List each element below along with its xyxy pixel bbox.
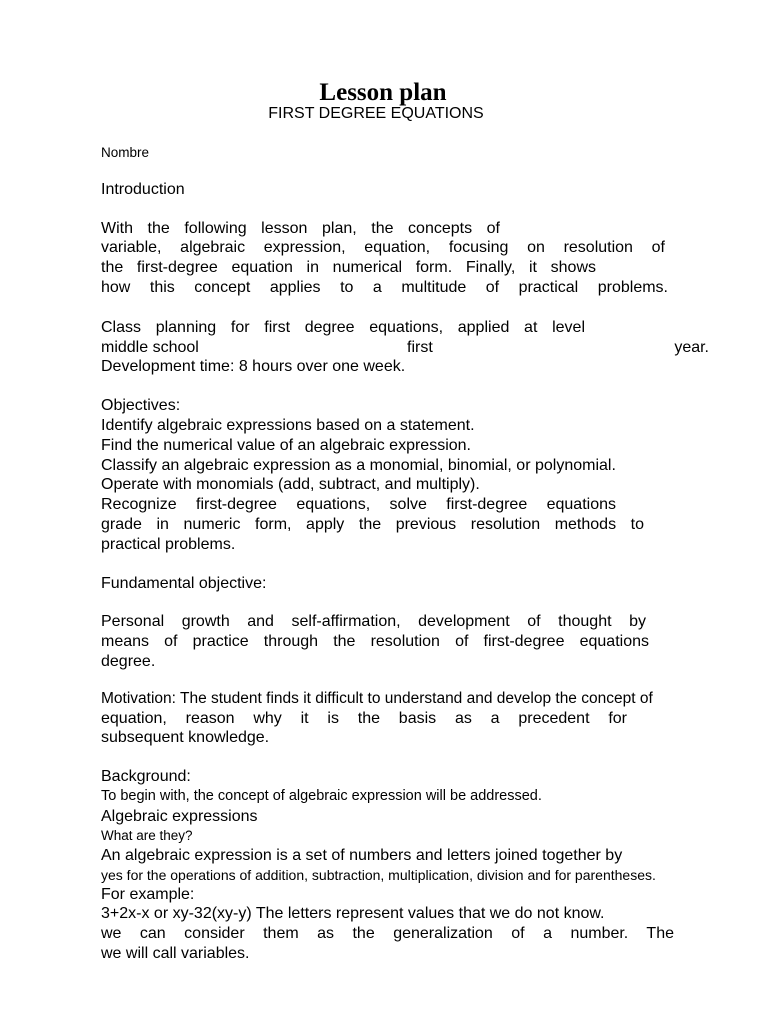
paragraph-line: equation, reason why it is the basis as a precedent for (101, 709, 627, 727)
planning-line-2 (101, 338, 709, 358)
paragraph-line: Motivation: The student finds it difficult to understand and develop the concept of (101, 689, 653, 707)
definition-line: An algebraic expression is a set of numbers and letters joined together by (101, 846, 623, 864)
objective-item: Find the numerical value of an algebraic expression. (101, 436, 471, 454)
objective-item: Identify algebraic expressions based on a statement. (101, 416, 475, 434)
paragraph-fragment: year. (674, 338, 709, 356)
name-label: Nombre (101, 145, 150, 160)
fundamental-objective-paragraph (101, 612, 721, 671)
paragraph-line: Personal growth and self-affirmation, development of thought by (101, 613, 646, 631)
algebraic-expressions-subheading: Algebraic expressions (101, 807, 258, 825)
definition-line: yes for the operations of addition, subtraction, multiplication, division and for parentheses. (101, 866, 656, 883)
objective-item: Classify an algebraic expression as a monomial, binomial, or polynomial. (101, 456, 616, 474)
paragraph-line: Development time: 8 hours over one week. (101, 358, 406, 376)
objective-item: practical problems. (101, 535, 236, 553)
example-line: we will call variables. (101, 944, 250, 962)
paragraph-line: degree. (101, 652, 156, 670)
example-line: we can consider them as the generalization of a number. The (101, 925, 674, 943)
objective-item: grade in numeric form, apply the previous resolution methods to (101, 515, 644, 533)
introduction-paragraph (101, 219, 721, 298)
document-subtitle: FIRST DEGREE EQUATIONS (268, 105, 484, 122)
paragraph-line: subsequent knowledge. (101, 729, 270, 747)
objectives-heading: Objectives: (101, 397, 181, 415)
fundamental-objective-heading: Fundamental objective: (101, 574, 267, 592)
question-line: What are they? (101, 827, 193, 843)
document-body (101, 143, 721, 964)
objective-item: Operate with monomials (add, subtract, and multiply). (101, 476, 480, 494)
paragraph-line: the first-degree equation in numerical form. Finally, it shows (101, 259, 596, 277)
example-line: 3+2x-x or xy-32(xy-y) The letters represent values that we do not know. (101, 905, 605, 923)
objectives-list (101, 416, 721, 555)
paragraph-line: how this concept applies to a multitude of practical problems. (101, 278, 668, 296)
document-title: Lesson plan (319, 79, 447, 106)
paragraph-fragment: first (407, 338, 433, 356)
example-label: For example: (101, 885, 195, 903)
planning-paragraph (101, 318, 721, 377)
motivation-paragraph (101, 689, 721, 748)
paragraph-line: With the following lesson plan, the concepts of (101, 219, 500, 237)
paragraph-line: Class planning for first degree equations, applied at level (101, 318, 585, 336)
background-intro: To begin with, the concept of algebraic expression will be addressed. (101, 787, 542, 804)
background-heading: Background: (101, 768, 191, 786)
paragraph-fragment: middle school (101, 338, 199, 356)
paragraph-line: means of practice through the resolution of first-degree equations (101, 633, 649, 651)
objective-item: Recognize first-degree equations, solve first-degree equations (101, 496, 616, 514)
paragraph-line: variable, algebraic expression, equation, focusing on resolution of (101, 239, 665, 257)
introduction-heading: Introduction (101, 180, 185, 198)
